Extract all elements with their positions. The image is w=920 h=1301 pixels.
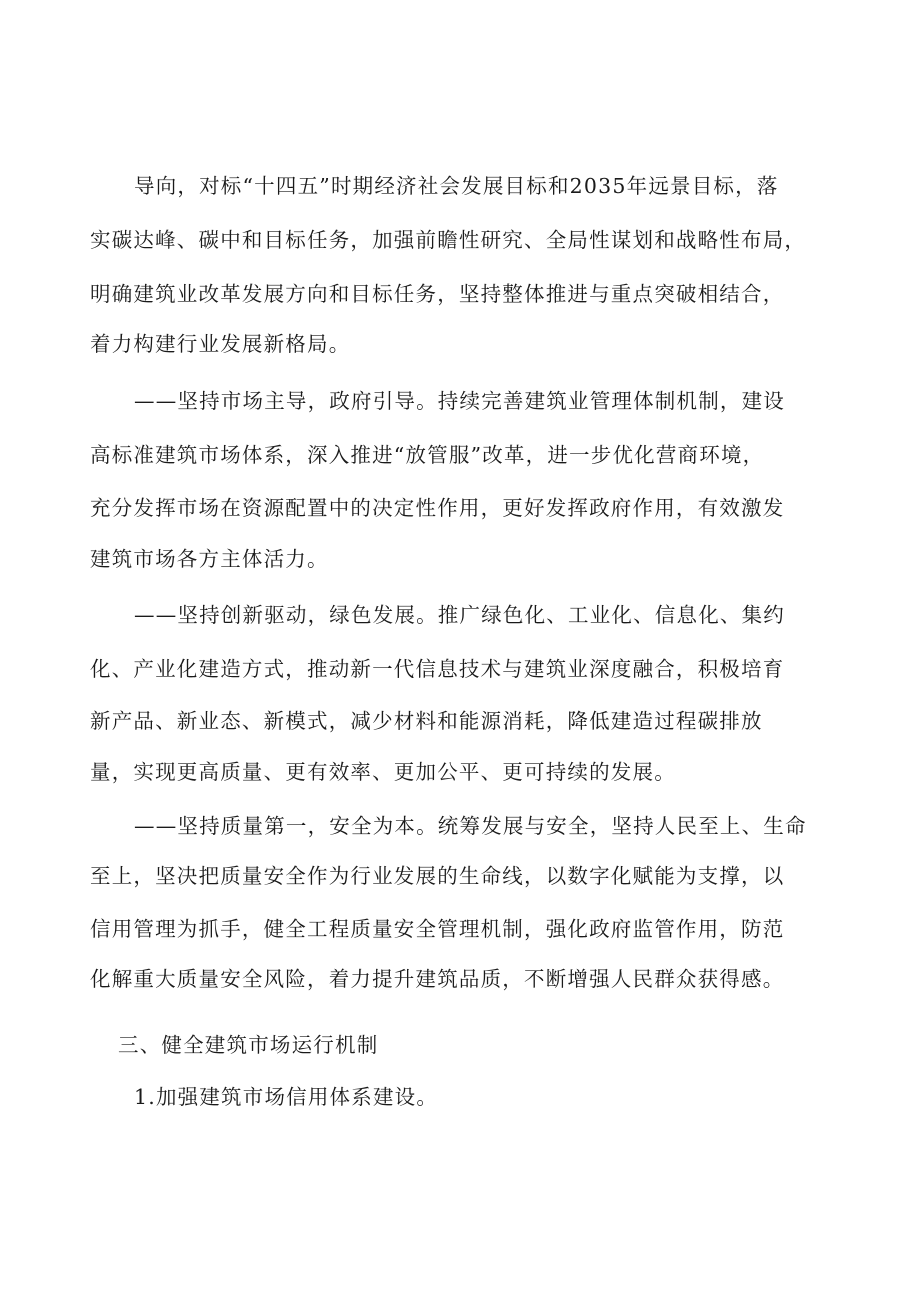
paragraph-4-line-3: 信用管理为抓手，健全工程质量安全管理机制，强化政府监管作用，防范 <box>90 917 785 941</box>
paragraph-2-line-2: 高标准建筑市场体系，深入推进“放管服”改革，进一步优化营商环境， <box>90 443 765 467</box>
paragraph-3-line-1: ——坚持创新驱动，绿色发展。推广绿色化、工业化、信息化、集约 <box>134 603 785 627</box>
paragraph-2-line-4: 建筑市场各方主体活力。 <box>90 547 329 571</box>
paragraph-3-line-3: 新产品、新业态、新模式，减少材料和能源消耗，降低建造过程碳排放 <box>90 709 763 733</box>
subsection-heading: 1.加强建筑市场信用体系建设。 <box>134 1085 439 1109</box>
paragraph-1-line-3: 明确建筑业改革发展方向和目标任务，坚持整体推进与重点突破相结合， <box>90 282 785 306</box>
section-heading: 三、健全建筑市场运行机制 <box>118 1033 379 1057</box>
paragraph-4-line-4: 化解重大质量安全风险，着力提升建筑品质，不断增强人民群众获得感。 <box>90 967 785 991</box>
paragraph-1-line-1: 导向，对标“十四五”时期经济社会发展目标和2035年远景目标，落 <box>134 174 779 198</box>
paragraph-3-line-4: 量，实现更高质量、更有效率、更加公平、更可持续的发展。 <box>90 760 676 784</box>
paragraph-4-line-1: ——坚持质量第一，安全为本。统筹发展与安全，坚持人民至上、生命 <box>134 814 807 838</box>
paragraph-4-line-2: 至上，坚决把质量安全作为行业发展的生命线，以数字化赋能为支撑，以 <box>90 864 785 888</box>
paragraph-3-line-2: 化、产业化建造方式，推动新一代信息技术与建筑业深度融合，积极培育 <box>90 657 785 681</box>
paragraph-1-line-4: 着力构建行业发展新格局。 <box>90 332 351 356</box>
paragraph-1-line-2: 实碳达峰、碳中和目标任务，加强前瞻性研究、全局性谋划和战略性布局， <box>90 228 807 252</box>
paragraph-2-line-1: ——坚持市场主导，政府引导。持续完善建筑业管理体制机制，建设 <box>134 389 785 413</box>
paragraph-2-line-3: 充分发挥市场在资源配置中的决定性作用，更好发挥政府作用，有效激发 <box>90 496 785 520</box>
